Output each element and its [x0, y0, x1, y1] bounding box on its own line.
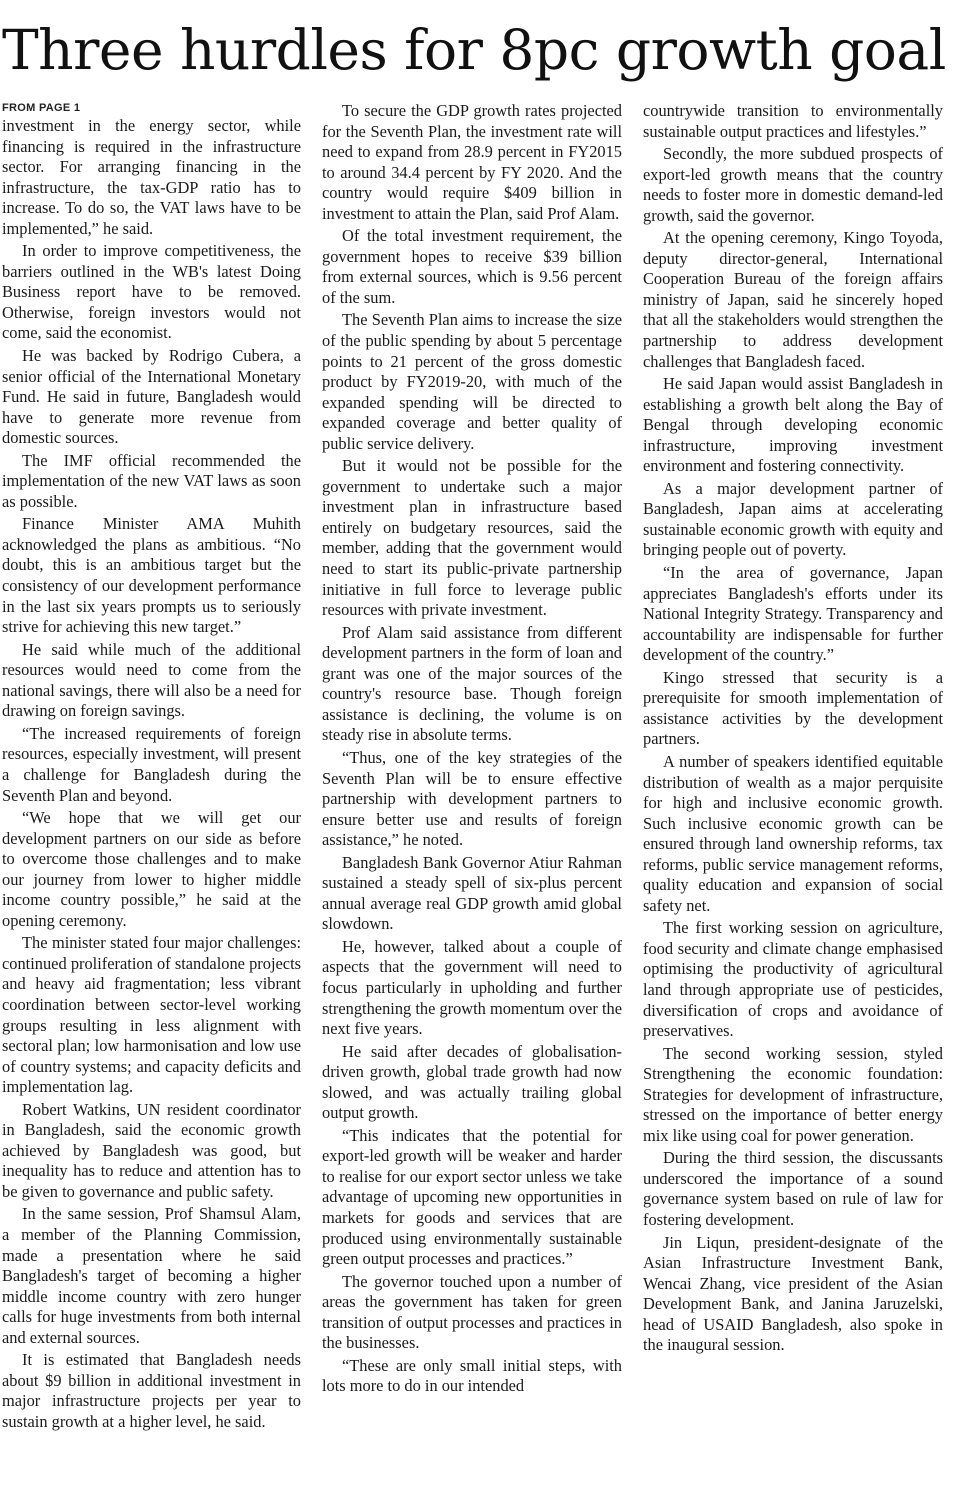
paragraph: Bangladesh Bank Governor Atiur Rahman sustained a steady spell of six-plus percent annual average real GDP growth amid global slowdown. [322, 852, 622, 934]
paragraph: During the third session, the discussants underscored the importance of a sound governance system based on rule of law for fostering development. [643, 1148, 943, 1229]
paragraph: He said while much of the additional resources would need to come from the national savings, there will also be a need for drawing on foreign savings. [2, 639, 301, 721]
paragraph: “These are only small initial steps, with lots more to do in our intended [322, 1355, 622, 1396]
paragraph: “We hope that we will get our development partners on our side as before to overcome those challenges and to make our journey from lower to higher middle income country possible,” he said at the opening ceremony. [2, 808, 301, 930]
paragraph: Jin Liqun, president-designate of the Asian Infrastructure Investment Bank, Wencai Zhang, vice president of the Asian Development Bank, and Janina Jaruzelski, head of USAID Bangladesh, also spoke in the inaugural session. [643, 1232, 943, 1355]
dateline: FROM PAGE 1 [2, 102, 81, 114]
paragraph: At the opening ceremony, Kingo Toyoda, deputy director-general, International Cooperation Bureau of the foreign affairs ministry of Japan, said he sincerely hoped that all the stakeholders would strengthen the partnership to address development challenges that Bangladesh faced. [643, 228, 943, 371]
paragraph: “The increased requirements of foreign resources, especially investment, will present a challenge for Bangladesh during the Seventh Plan and beyond. [2, 723, 301, 805]
paragraph: But it would not be possible for the government to undertake such a major investment plan in infrastructure based entirely on budgetary resources, said the member, adding that the government would need to start its public-private partnership initiative in full force to leverage public resources with private investment. [322, 456, 622, 620]
paragraph: The IMF official recommended the implementation of the new VAT laws as soon as possible. [2, 450, 301, 511]
paragraph: The minister stated four major challenges: continued proliferation of standalone projects and heavy aid fragmentation; less vibrant coordination between sector-level working groups resulting in less alignment with sectoral plan; low harmonisation and low use of country systems; and capacity deficits and implementation lag. [2, 933, 301, 1097]
paragraph: The first working session on agriculture, food security and climate change emphasised optimising the productivity of agricultural land through appropriate use of pesticides, diversification of crops and avoidance of preservatives. [643, 918, 943, 1041]
paragraph: “This indicates that the potential for export-led growth will be weaker and harder to realise for our export sector unless we take advantage of upcoming new opportunities in markets for goods and services that are produced using environmentally sustainable green output processes and practices.” [322, 1125, 622, 1269]
paragraph: Prof Alam said assistance from different development partners in the form of loan and grant was one of the major sources of the country's resource base. Though foreign assistance is declining, the volume is on steady rise in absolute terms. [322, 622, 622, 745]
paragraph: He was backed by Rodrigo Cubera, a senior official of the International Monetary Fund. He said in future, Bangladesh would have to generate more revenue from domestic sources. [2, 346, 301, 448]
paragraph: A number of speakers identified equitable distribution of wealth as a major perquisite for high and inclusive economic growth. Such inclusive economic growth can be ensured through land ownership reforms, tax reforms, public service management reforms, quality education and expansion of social safety net. [643, 751, 943, 915]
article-column-3 [643, 101, 943, 1493]
paragraph: He said after decades of globalisation-driven growth, global trade growth had now slowed, and was actually trailing global output growth. [322, 1041, 622, 1123]
paragraph: In order to improve competitiveness, the barriers outlined in the WB's latest Doing Business report have to be removed. Otherwise, foreign investors would not come, said the economist. [2, 241, 301, 343]
paragraph: The second working session, styled Strengthening the economic foundation: Strategies for development of infrastructure, stressed on the importance of better energy mix like using coal for power generation. [643, 1043, 943, 1145]
article-column-1 [2, 101, 301, 1493]
paragraph: “Thus, one of the key strategies of the Seventh Plan will be to ensure effective partnership with development partners to ensure better use and results of foreign assistance,” he noted. [322, 747, 622, 850]
paragraph: The governor touched upon a number of areas the government has taken for green transition of output processes and practices in the businesses. [322, 1271, 622, 1353]
paragraph: countrywide transition to environmentally sustainable output practices and lifestyles.” [643, 101, 943, 141]
paragraph: investment in the energy sector, while financing is required in the infrastructure sector. For arranging financing in the infrastructure, the tax-GDP ratio has to increase. To do so, the VAT laws have to be implemented,” he said. [2, 116, 301, 238]
paragraph: Secondly, the more subdued prospects of export-led growth means that the country needs to foster more in domestic demand-led growth, said the governor. [643, 144, 943, 225]
paragraph: Finance Minister AMA Muhith acknowledged the plans as ambitious. “No doubt, this is an ambitious target but the consistency of our development performance in the last six years prompts us to seriously strive for achieving this new target.” [2, 514, 301, 637]
paragraph: As a major development partner of Bangladesh, Japan aims at accelerating sustainable economic growth with equity and bringing people out of poverty. [643, 478, 943, 560]
paragraph: In the same session, Prof Shamsul Alam, a member of the Planning Commission, made a presentation where he said Bangladesh's target of becoming a higher middle income country with zero hunger calls for huge investments from both internal and external sources. [2, 1204, 301, 1347]
paragraph: Kingo stressed that security is a prerequisite for smooth implementation of assistance activities by the development partners. [643, 667, 943, 749]
paragraph: Robert Watkins, UN resident coordinator in Bangladesh, said the economic growth achieved by Bangladesh was good, but inequality has to reduce and attention has to be given to governance and public safety. [2, 1099, 301, 1201]
paragraph: He, however, talked about a couple of aspects that the government will need to focus particularly in upholding and further strengthening the growth momentum over the next five years. [322, 936, 622, 1039]
paragraph: It is estimated that Bangladesh needs about $9 billion in additional investment in major infrastructure projects per year to sustain growth at a higher level, he said. [2, 1350, 301, 1431]
article-column-2 [322, 101, 622, 1493]
paragraph: He said Japan would assist Bangladesh in establishing a growth belt along the Bay of Bengal through developing economic infrastructure, improving investment environment and fostering connectivity. [643, 374, 943, 476]
paragraph: The Seventh Plan aims to increase the size of the public spending by about 5 percentage points to 21 percent of the gross domestic product by FY2019-20, with much of the expanded spending will be directed to expanded coverage and better quality of public service delivery. [322, 310, 622, 453]
paragraph: “In the area of governance, Japan appreciates Bangladesh's efforts under its National Integrity Strategy. Transparency and accountability are indispensable for further development of the country.” [643, 563, 943, 665]
headline: Three hurdles for 8pc growth goal [2, 18, 946, 82]
paragraph: To secure the GDP growth rates projected for the Seventh Plan, the investment rate will need to expand from 28.9 percent in FY2015 to around 34.4 percent by FY 2020. And the country would require $409 billion in investment to attain the Plan, said Prof Alam. [322, 101, 622, 223]
paragraph: Of the total investment requirement, the government hopes to receive $39 billion from external sources, which is 9.56 percent of the sum. [322, 226, 622, 307]
